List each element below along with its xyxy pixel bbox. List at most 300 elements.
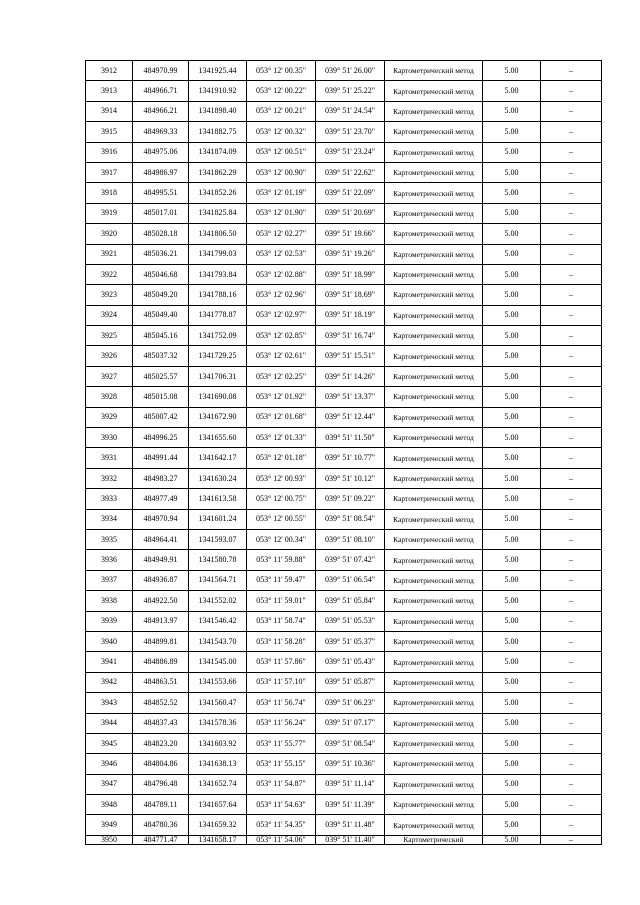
table-row: [86, 611, 602, 631]
method-cell: Картометрический метод: [385, 468, 483, 488]
accuracy-cell: 5.00: [483, 713, 541, 733]
accuracy-cell: 5.00: [483, 305, 541, 325]
y-coordinate-cell: 1341799.03: [189, 244, 247, 264]
y-coordinate-cell: 1341564.71: [189, 570, 247, 590]
x-coordinate-cell: 485046.68: [133, 264, 189, 284]
longitude-cell: 039° 51' 18.69": [316, 285, 385, 305]
method-cell: Картометрический метод: [385, 61, 483, 81]
y-coordinate-cell: 1341603.92: [189, 733, 247, 753]
longitude-cell: 039° 51' 24.54": [316, 101, 385, 121]
x-coordinate-cell: 484863.51: [133, 672, 189, 692]
y-coordinate-cell: 1341852.26: [189, 183, 247, 203]
note-cell: –: [541, 835, 602, 844]
y-coordinate-cell: 1341793.84: [189, 264, 247, 284]
y-coordinate-cell: 1341601.24: [189, 509, 247, 529]
latitude-cell: 053° 11' 54.63": [247, 795, 316, 815]
latitude-cell: 053° 11' 59.88": [247, 550, 316, 570]
point-number-cell: 3941: [86, 652, 133, 672]
table-row: [86, 489, 602, 509]
coordinates-table: [85, 60, 602, 845]
latitude-cell: 053° 12' 00.90": [247, 162, 316, 182]
note-cell: –: [541, 203, 602, 223]
method-cell: Картометрический: [385, 835, 483, 844]
note-cell: –: [541, 428, 602, 448]
method-cell: Картометрический метод: [385, 244, 483, 264]
point-number-cell: 3928: [86, 387, 133, 407]
table-row: [86, 468, 602, 488]
x-coordinate-cell: 485007.42: [133, 407, 189, 427]
point-number-cell: 3922: [86, 264, 133, 284]
accuracy-cell: 5.00: [483, 611, 541, 631]
y-coordinate-cell: 1341630.24: [189, 468, 247, 488]
accuracy-cell: 5.00: [483, 815, 541, 835]
table-row: [86, 101, 602, 121]
latitude-cell: 053° 12' 02.97": [247, 305, 316, 325]
method-cell: Картометрический метод: [385, 162, 483, 182]
note-cell: –: [541, 162, 602, 182]
method-cell: Картометрический метод: [385, 489, 483, 509]
accuracy-cell: 5.00: [483, 224, 541, 244]
longitude-cell: 039° 51' 15.51": [316, 346, 385, 366]
latitude-cell: 053° 11' 55.15": [247, 754, 316, 774]
point-number-cell: 3913: [86, 81, 133, 101]
note-cell: –: [541, 774, 602, 794]
note-cell: –: [541, 61, 602, 81]
latitude-cell: 053° 12' 01.68": [247, 407, 316, 427]
latitude-cell: 053° 12' 02.96": [247, 285, 316, 305]
method-cell: Картометрический метод: [385, 326, 483, 346]
table-row: [86, 122, 602, 142]
x-coordinate-cell: 484771.47: [133, 835, 189, 844]
latitude-cell: 053° 12' 02.85": [247, 326, 316, 346]
longitude-cell: 039° 51' 08.54": [316, 733, 385, 753]
y-coordinate-cell: 1341752.09: [189, 326, 247, 346]
latitude-cell: 053° 11' 57.86": [247, 652, 316, 672]
note-cell: –: [541, 101, 602, 121]
longitude-cell: 039° 51' 10.36": [316, 754, 385, 774]
latitude-cell: 053° 11' 54.35": [247, 815, 316, 835]
x-coordinate-cell: 484804.86: [133, 754, 189, 774]
y-coordinate-cell: 1341788.16: [189, 285, 247, 305]
latitude-cell: 053° 11' 59.01": [247, 591, 316, 611]
longitude-cell: 039° 51' 14.26": [316, 366, 385, 386]
y-coordinate-cell: 1341910.92: [189, 81, 247, 101]
table-row: [86, 713, 602, 733]
latitude-cell: 053° 11' 58.28": [247, 631, 316, 651]
accuracy-cell: 5.00: [483, 733, 541, 753]
accuracy-cell: 5.00: [483, 366, 541, 386]
x-coordinate-cell: 484983.27: [133, 468, 189, 488]
x-coordinate-cell: 484796.48: [133, 774, 189, 794]
point-number-cell: 3934: [86, 509, 133, 529]
x-coordinate-cell: 484975.06: [133, 142, 189, 162]
x-coordinate-cell: 484966.21: [133, 101, 189, 121]
note-cell: –: [541, 81, 602, 101]
accuracy-cell: 5.00: [483, 326, 541, 346]
latitude-cell: 053° 11' 57.10": [247, 672, 316, 692]
y-coordinate-cell: 1341862.29: [189, 162, 247, 182]
x-coordinate-cell: 484991.44: [133, 448, 189, 468]
y-coordinate-cell: 1341545.00: [189, 652, 247, 672]
x-coordinate-cell: 485036.21: [133, 244, 189, 264]
x-coordinate-cell: 484970.94: [133, 509, 189, 529]
x-coordinate-cell: 484886.89: [133, 652, 189, 672]
latitude-cell: 053° 11' 56.74": [247, 693, 316, 713]
point-number-cell: 3925: [86, 326, 133, 346]
method-cell: Картометрический метод: [385, 631, 483, 651]
table-row: [86, 550, 602, 570]
note-cell: –: [541, 326, 602, 346]
x-coordinate-cell: 484969.33: [133, 122, 189, 142]
longitude-cell: 039° 51' 23.70": [316, 122, 385, 142]
method-cell: Картометрический метод: [385, 529, 483, 549]
method-cell: Картометрический метод: [385, 693, 483, 713]
point-number-cell: 3918: [86, 183, 133, 203]
accuracy-cell: 5.00: [483, 509, 541, 529]
method-cell: Картометрический метод: [385, 570, 483, 590]
x-coordinate-cell: 484852.52: [133, 693, 189, 713]
latitude-cell: 053° 12' 00.34": [247, 529, 316, 549]
accuracy-cell: 5.00: [483, 693, 541, 713]
latitude-cell: 053° 12' 02.88": [247, 264, 316, 284]
y-coordinate-cell: 1341580.78: [189, 550, 247, 570]
table-row: [86, 183, 602, 203]
longitude-cell: 039° 51' 09.22": [316, 489, 385, 509]
latitude-cell: 053° 12' 00.93": [247, 468, 316, 488]
note-cell: –: [541, 795, 602, 815]
note-cell: –: [541, 448, 602, 468]
note-cell: –: [541, 407, 602, 427]
longitude-cell: 039° 51' 18.19": [316, 305, 385, 325]
point-number-cell: 3938: [86, 591, 133, 611]
longitude-cell: 039° 51' 05.87": [316, 672, 385, 692]
accuracy-cell: 5.00: [483, 142, 541, 162]
y-coordinate-cell: 1341560.47: [189, 693, 247, 713]
note-cell: –: [541, 264, 602, 284]
note-cell: –: [541, 366, 602, 386]
longitude-cell: 039° 51' 13.37": [316, 387, 385, 407]
accuracy-cell: 5.00: [483, 122, 541, 142]
method-cell: Картометрический метод: [385, 795, 483, 815]
latitude-cell: 053° 12' 02.61": [247, 346, 316, 366]
accuracy-cell: 5.00: [483, 203, 541, 223]
latitude-cell: 053° 12' 01.18": [247, 448, 316, 468]
note-cell: –: [541, 631, 602, 651]
method-cell: Картометрический метод: [385, 101, 483, 121]
table-row: [86, 81, 602, 101]
latitude-cell: 053° 11' 54.87": [247, 774, 316, 794]
point-number-cell: 3920: [86, 224, 133, 244]
point-number-cell: 3946: [86, 754, 133, 774]
accuracy-cell: 5.00: [483, 672, 541, 692]
point-number-cell: 3915: [86, 122, 133, 142]
note-cell: –: [541, 815, 602, 835]
longitude-cell: 039° 51' 20.69": [316, 203, 385, 223]
note-cell: –: [541, 387, 602, 407]
point-number-cell: 3936: [86, 550, 133, 570]
latitude-cell: 053° 12' 01.33": [247, 428, 316, 448]
longitude-cell: 039° 51' 23.24": [316, 142, 385, 162]
longitude-cell: 039° 51' 11.14": [316, 774, 385, 794]
method-cell: Картометрический метод: [385, 81, 483, 101]
method-cell: Картометрический метод: [385, 509, 483, 529]
x-coordinate-cell: 484780.36: [133, 815, 189, 835]
accuracy-cell: 5.00: [483, 81, 541, 101]
note-cell: –: [541, 672, 602, 692]
longitude-cell: 039° 51' 08.54": [316, 509, 385, 529]
table-row: [86, 264, 602, 284]
point-number-cell: 3947: [86, 774, 133, 794]
x-coordinate-cell: 485015.08: [133, 387, 189, 407]
note-cell: –: [541, 509, 602, 529]
accuracy-cell: 5.00: [483, 489, 541, 509]
accuracy-cell: 5.00: [483, 285, 541, 305]
x-coordinate-cell: 484936.87: [133, 570, 189, 590]
x-coordinate-cell: 484899.81: [133, 631, 189, 651]
accuracy-cell: 5.00: [483, 162, 541, 182]
longitude-cell: 039° 51' 22.09": [316, 183, 385, 203]
note-cell: –: [541, 244, 602, 264]
method-cell: Картометрический метод: [385, 305, 483, 325]
latitude-cell: 053° 11' 58.74": [247, 611, 316, 631]
x-coordinate-cell: 484977.49: [133, 489, 189, 509]
table-row: [86, 652, 602, 672]
y-coordinate-cell: 1341593.07: [189, 529, 247, 549]
latitude-cell: 053° 12' 02.53": [247, 244, 316, 264]
point-number-cell: 3931: [86, 448, 133, 468]
table-row: [86, 285, 602, 305]
x-coordinate-cell: 485028.18: [133, 224, 189, 244]
table-row: [86, 407, 602, 427]
table-row: [86, 366, 602, 386]
latitude-cell: 053° 12' 02.25": [247, 366, 316, 386]
point-number-cell: 3924: [86, 305, 133, 325]
accuracy-cell: 5.00: [483, 468, 541, 488]
table-row: [86, 346, 602, 366]
longitude-cell: 039° 51' 12.44": [316, 407, 385, 427]
y-coordinate-cell: 1341672.90: [189, 407, 247, 427]
x-coordinate-cell: 485025.57: [133, 366, 189, 386]
point-number-cell: 3940: [86, 631, 133, 651]
method-cell: Картометрический метод: [385, 754, 483, 774]
y-coordinate-cell: 1341546.42: [189, 611, 247, 631]
y-coordinate-cell: 1341613.58: [189, 489, 247, 509]
note-cell: –: [541, 224, 602, 244]
longitude-cell: 039° 51' 07.17": [316, 713, 385, 733]
y-coordinate-cell: 1341638.13: [189, 754, 247, 774]
y-coordinate-cell: 1341690.08: [189, 387, 247, 407]
table-row: [86, 631, 602, 651]
longitude-cell: 039° 51' 05.43": [316, 652, 385, 672]
accuracy-cell: 5.00: [483, 244, 541, 264]
table-row: [86, 61, 602, 81]
method-cell: Картометрический метод: [385, 733, 483, 753]
method-cell: Картометрический метод: [385, 550, 483, 570]
point-number-cell: 3926: [86, 346, 133, 366]
point-number-cell: 3935: [86, 529, 133, 549]
method-cell: Картометрический метод: [385, 591, 483, 611]
accuracy-cell: 5.00: [483, 570, 541, 590]
method-cell: Картометрический метод: [385, 611, 483, 631]
latitude-cell: 053° 11' 54.06": [247, 835, 316, 844]
accuracy-cell: 5.00: [483, 407, 541, 427]
accuracy-cell: 5.00: [483, 754, 541, 774]
latitude-cell: 053° 12' 01.92": [247, 387, 316, 407]
table-row: [86, 591, 602, 611]
longitude-cell: 039° 51' 05.37": [316, 631, 385, 651]
accuracy-cell: 5.00: [483, 61, 541, 81]
longitude-cell: 039° 51' 25.22": [316, 81, 385, 101]
y-coordinate-cell: 1341825.84: [189, 203, 247, 223]
point-number-cell: 3945: [86, 733, 133, 753]
latitude-cell: 053° 12' 00.51": [247, 142, 316, 162]
table-row: [86, 693, 602, 713]
table-row: [86, 387, 602, 407]
y-coordinate-cell: 1341642.17: [189, 448, 247, 468]
x-coordinate-cell: 484995.51: [133, 183, 189, 203]
longitude-cell: 039° 51' 22.62": [316, 162, 385, 182]
latitude-cell: 053° 12' 00.35": [247, 61, 316, 81]
y-coordinate-cell: 1341578.36: [189, 713, 247, 733]
accuracy-cell: 5.00: [483, 529, 541, 549]
method-cell: Картометрический метод: [385, 774, 483, 794]
longitude-cell: 039° 51' 11.39": [316, 795, 385, 815]
x-coordinate-cell: 485049.20: [133, 285, 189, 305]
method-cell: Картометрический метод: [385, 346, 483, 366]
table-row: [86, 142, 602, 162]
y-coordinate-cell: 1341652.74: [189, 774, 247, 794]
accuracy-cell: 5.00: [483, 774, 541, 794]
method-cell: Картометрический метод: [385, 203, 483, 223]
point-number-cell: 3932: [86, 468, 133, 488]
note-cell: –: [541, 489, 602, 509]
y-coordinate-cell: 1341553.66: [189, 672, 247, 692]
x-coordinate-cell: 484789.11: [133, 795, 189, 815]
note-cell: –: [541, 285, 602, 305]
table-row: [86, 203, 602, 223]
accuracy-cell: 5.00: [483, 428, 541, 448]
latitude-cell: 053° 12' 01.19": [247, 183, 316, 203]
table-row: [86, 305, 602, 325]
x-coordinate-cell: 485049.40: [133, 305, 189, 325]
y-coordinate-cell: 1341778.87: [189, 305, 247, 325]
table-row: [86, 733, 602, 753]
note-cell: –: [541, 529, 602, 549]
longitude-cell: 039° 51' 08.10": [316, 529, 385, 549]
table-row: [86, 672, 602, 692]
longitude-cell: 039° 51' 16.74": [316, 326, 385, 346]
point-number-cell: 3939: [86, 611, 133, 631]
table-row: [86, 448, 602, 468]
accuracy-cell: 5.00: [483, 550, 541, 570]
method-cell: Картометрический метод: [385, 224, 483, 244]
accuracy-cell: 5.00: [483, 795, 541, 815]
note-cell: –: [541, 142, 602, 162]
longitude-cell: 039° 51' 18.99": [316, 264, 385, 284]
note-cell: –: [541, 122, 602, 142]
point-number-cell: 3933: [86, 489, 133, 509]
latitude-cell: 053° 11' 56.24": [247, 713, 316, 733]
table-row: [86, 774, 602, 794]
latitude-cell: 053° 12' 02.27": [247, 224, 316, 244]
y-coordinate-cell: 1341657.64: [189, 795, 247, 815]
table-row: [86, 754, 602, 774]
note-cell: –: [541, 570, 602, 590]
longitude-cell: 039° 51' 19.26": [316, 244, 385, 264]
table-row: [86, 326, 602, 346]
latitude-cell: 053° 12' 00.21": [247, 101, 316, 121]
y-coordinate-cell: 1341658.17: [189, 835, 247, 844]
method-cell: Картометрический метод: [385, 652, 483, 672]
latitude-cell: 053° 12' 00.55": [247, 509, 316, 529]
latitude-cell: 053° 12' 00.75": [247, 489, 316, 509]
latitude-cell: 053° 11' 55.77": [247, 733, 316, 753]
accuracy-cell: 5.00: [483, 183, 541, 203]
point-number-cell: 3949: [86, 815, 133, 835]
accuracy-cell: 5.00: [483, 591, 541, 611]
note-cell: –: [541, 693, 602, 713]
y-coordinate-cell: 1341655.60: [189, 428, 247, 448]
table-row: [86, 795, 602, 815]
longitude-cell: 039° 51' 11.50": [316, 428, 385, 448]
point-number-cell: 3917: [86, 162, 133, 182]
method-cell: Картометрический метод: [385, 264, 483, 284]
note-cell: –: [541, 305, 602, 325]
longitude-cell: 039° 51' 11.40": [316, 835, 385, 844]
y-coordinate-cell: 1341706.31: [189, 366, 247, 386]
y-coordinate-cell: 1341898.40: [189, 101, 247, 121]
y-coordinate-cell: 1341552.02: [189, 591, 247, 611]
point-number-cell: 3942: [86, 672, 133, 692]
latitude-cell: 053° 12' 01.90": [247, 203, 316, 223]
method-cell: Картометрический метод: [385, 366, 483, 386]
table-row: [86, 224, 602, 244]
table-row: [86, 570, 602, 590]
longitude-cell: 039° 51' 10.12": [316, 468, 385, 488]
note-cell: –: [541, 591, 602, 611]
longitude-cell: 039° 51' 10.77": [316, 448, 385, 468]
method-cell: Картометрический метод: [385, 387, 483, 407]
y-coordinate-cell: 1341543.70: [189, 631, 247, 651]
longitude-cell: 039° 51' 06.23": [316, 693, 385, 713]
x-coordinate-cell: 485017.01: [133, 203, 189, 223]
accuracy-cell: 5.00: [483, 652, 541, 672]
table-row: [86, 815, 602, 835]
x-coordinate-cell: 484837.43: [133, 713, 189, 733]
table-row: [86, 428, 602, 448]
longitude-cell: 039° 51' 07.42": [316, 550, 385, 570]
latitude-cell: 053° 11' 59.47": [247, 570, 316, 590]
latitude-cell: 053° 12' 00.32": [247, 122, 316, 142]
note-cell: –: [541, 652, 602, 672]
method-cell: Картометрический метод: [385, 142, 483, 162]
table-row: [86, 162, 602, 182]
method-cell: Картометрический метод: [385, 713, 483, 733]
coordinates-table-body: [86, 61, 602, 845]
method-cell: Картометрический метод: [385, 428, 483, 448]
x-coordinate-cell: 484964.41: [133, 529, 189, 549]
point-number-cell: 3919: [86, 203, 133, 223]
y-coordinate-cell: 1341925.44: [189, 61, 247, 81]
accuracy-cell: 5.00: [483, 264, 541, 284]
point-number-cell: 3930: [86, 428, 133, 448]
longitude-cell: 039° 51' 05.53": [316, 611, 385, 631]
note-cell: –: [541, 611, 602, 631]
note-cell: –: [541, 713, 602, 733]
point-number-cell: 3923: [86, 285, 133, 305]
table-row: [86, 835, 602, 844]
point-number-cell: 3921: [86, 244, 133, 264]
